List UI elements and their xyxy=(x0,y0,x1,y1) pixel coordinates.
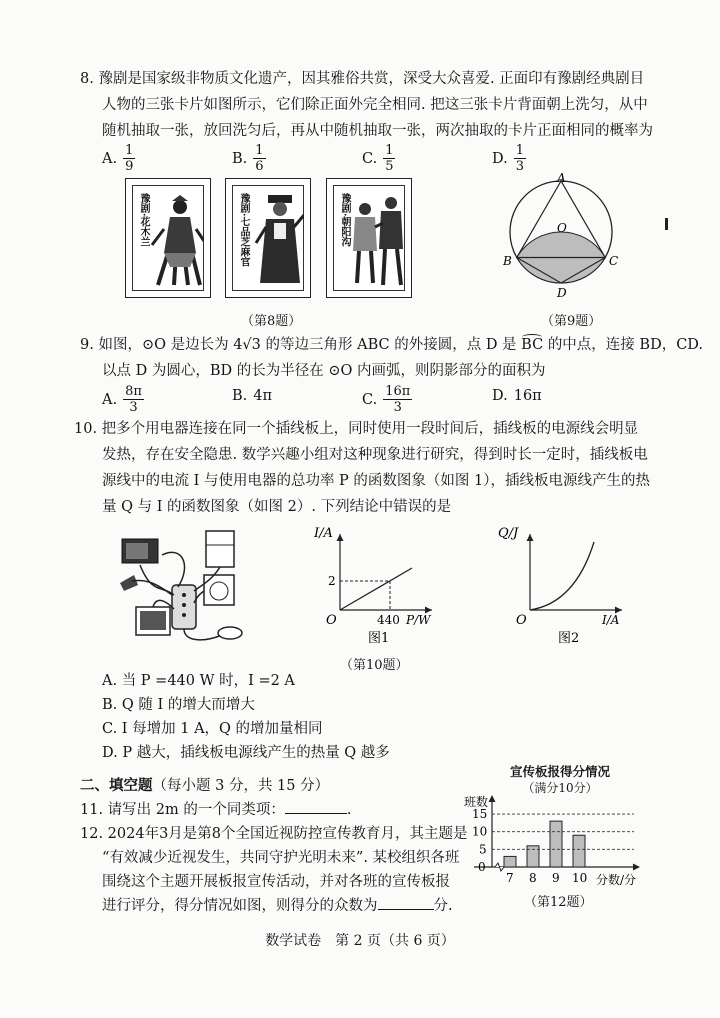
opera-card-3 xyxy=(326,178,412,298)
q10-option-b[interactable]: B. Q 随 I 的增大而增大 xyxy=(102,697,255,713)
q8-caption: （第8题） xyxy=(241,314,302,329)
q9-circle-figure xyxy=(495,172,635,302)
q8-line-1: 8. 豫剧是国家级非物质文化遗产，因其雅俗共赏，深受大众喜爱. 正面印有豫剧经典剧目 xyxy=(80,71,645,87)
q9-line-2: 以点 D 为圆心，BD 的长为半径在 ⊙O 内画弧，则阴影部分的面积为 xyxy=(102,363,546,379)
line-i-vs-p xyxy=(340,568,412,610)
page-footer: 数学试卷 第 2 页（共 6 页） xyxy=(265,933,455,949)
q9-caption: （第9题） xyxy=(541,314,602,329)
graph2-xlabel: I/A xyxy=(602,613,620,627)
q10-line-1: 10. 把多个用电器连接在同一个插线板上，同时使用一段时间后，插线板的电源线会明显 xyxy=(74,421,639,437)
fraction: $\frac{1}{6}$ xyxy=(255,143,264,174)
q12-caption: （第12题） xyxy=(524,895,593,910)
card-label: 豫剧·七品芝麻官 xyxy=(238,193,249,267)
q12-line-2: “有效减少近视发生，共同守护光明未来”. 某校组织各班 xyxy=(102,850,460,866)
graph1-ytick: 2 xyxy=(328,574,336,588)
q12-line-4: 进行评分，得分情况如图，则得分的众数为 分. xyxy=(102,893,453,919)
bar-7 xyxy=(504,856,516,867)
axis-break xyxy=(495,863,504,871)
y-tick-label: 10 xyxy=(472,824,488,839)
bar-9 xyxy=(550,821,562,867)
graph2-ylabel: Q/J xyxy=(498,526,519,541)
q10-option-a[interactable]: A. 当 P =440 W 时，I =2 A xyxy=(102,673,295,689)
opera-card-1 xyxy=(125,178,211,298)
bar-10 xyxy=(573,835,585,867)
q10-number: 10. xyxy=(74,421,98,437)
opera-figure-image xyxy=(150,193,204,289)
label-b: B xyxy=(503,254,512,268)
card-label: 豫剧·朝阳沟 xyxy=(339,193,350,247)
x-tick-label: 9 xyxy=(552,871,560,885)
q8-line-2: 人物的三张卡片如图所示，它们除正面外完全相同. 把这三张卡片背面朝上洗匀，从中 xyxy=(102,97,648,113)
graph1-xtick: 440 xyxy=(377,613,400,627)
q8-option-c[interactable]: C. $\frac{1}{5}$ xyxy=(362,143,394,174)
q9-option-b[interactable]: B. 4π xyxy=(232,388,273,404)
fraction: $\frac{1}{5}$ xyxy=(385,143,394,174)
opera-figure-image xyxy=(250,193,304,289)
scan-mark xyxy=(665,218,668,230)
graph1-origin: O xyxy=(326,613,337,628)
graph2-caption: 图2 xyxy=(558,631,580,646)
label-c: C xyxy=(609,254,619,268)
chart-title: 宣传板报得分情况 xyxy=(509,764,610,779)
graph2-origin: O xyxy=(516,613,527,628)
card-label: 豫剧·花木兰 xyxy=(138,193,149,247)
q9-line-1: 9. 如图，⊙O 是边长为 4√3 的等边三角形 ABC 的外接圆，点 D 是 BC 的中点，连接 BD，CD. xyxy=(80,332,703,358)
fraction: $\frac{16\pi}{3}$ xyxy=(385,384,411,415)
q10-option-c[interactable]: C. I 每增加 1 A，Q 的增加量相同 xyxy=(102,721,323,737)
q12-line-3: 围绕这个主题开展板报宣传活动，并对各班的宣传板报 xyxy=(102,874,450,890)
appliances-illustration xyxy=(112,525,262,653)
q10-line-4: 量 Q 与 I 的函数图象（如图 2）. 下列结论中错误的是 xyxy=(102,499,452,515)
label-a: A xyxy=(557,172,566,185)
q9-option-c[interactable]: C. $\frac{16\pi}{3}$ xyxy=(362,384,411,415)
score-bar-chart xyxy=(452,792,658,892)
graph-2 xyxy=(490,518,630,646)
q9-option-a[interactable]: A. $\frac{8\pi}{3}$ xyxy=(102,384,142,415)
q8-number: 8. xyxy=(80,71,94,87)
q10-caption: （第10题） xyxy=(340,658,409,673)
q8-option-d[interactable]: D. $\frac{1}{3}$ xyxy=(492,143,524,174)
y-tick-label: 5 xyxy=(479,842,487,857)
x-tick-label: 10 xyxy=(572,871,588,885)
y-tick-label-zero: 0 xyxy=(478,860,486,874)
fraction: $\frac{8\pi}{3}$ xyxy=(125,384,142,415)
q11: 11. 请写出 2m 的一个同类项： . xyxy=(80,797,351,823)
opera-card-2 xyxy=(225,178,311,298)
x-axis-arrow xyxy=(633,864,640,871)
q10-option-d[interactable]: D. P 越大，插线板电源线产生的热量 Q 越多 xyxy=(102,745,390,761)
q12-line-1: 12. 2024年3月是第8个全国近视防控宣传教育月，其主题是 xyxy=(80,826,468,842)
chart-subtitle: （满分10分） xyxy=(522,781,598,795)
q8-option-a[interactable]: A. $\frac{1}{9}$ xyxy=(102,143,134,174)
y-axis-arrow xyxy=(489,795,496,802)
graph1-caption: 图1 xyxy=(368,631,390,646)
q8-line-3: 随机抽取一张，放回洗匀后，再从中随机抽取一张，两次抽取的卡片正面相同的概率为 xyxy=(102,123,653,139)
x-tick-label: 7 xyxy=(506,871,514,885)
label-d: D xyxy=(557,286,567,300)
graph-1 xyxy=(300,518,440,646)
fraction: $\frac{1}{3}$ xyxy=(515,143,524,174)
arc-bc: BC xyxy=(521,332,543,358)
graph1-xlabel: P/W xyxy=(406,613,431,627)
label-o: O xyxy=(557,221,567,235)
q11-answer-blank[interactable] xyxy=(285,797,347,814)
fraction: $\frac{1}{9}$ xyxy=(125,143,134,174)
opera-figure-image xyxy=(349,193,407,289)
q10-line-2: 发热，存在安全隐患. 数学兴趣小组对这种现象进行研究，得到时长一定时，插线板电 xyxy=(102,447,648,463)
q12-answer-blank[interactable] xyxy=(378,893,434,910)
curve-q-vs-i xyxy=(530,542,594,610)
q8-option-b[interactable]: B. $\frac{1}{6}$ xyxy=(232,143,264,174)
chart-ylabel: 班数 xyxy=(464,795,489,809)
chart-xlabel: 分数/分 xyxy=(596,873,637,887)
section-heading: 二、填空题（每小题 3 分，共 15 分） xyxy=(80,777,330,794)
q10-line-3: 源线中的电流 I 与使用电器的总功率 P 的函数图象（如图 1），插线板电源线产生的热 xyxy=(102,473,651,489)
graph1-ylabel: I/A xyxy=(314,526,333,541)
y-tick-label: 15 xyxy=(472,807,488,822)
x-tick-label: 8 xyxy=(529,871,537,885)
q9-option-d[interactable]: D. 16π xyxy=(492,388,542,404)
q9-number: 9. xyxy=(80,337,94,353)
